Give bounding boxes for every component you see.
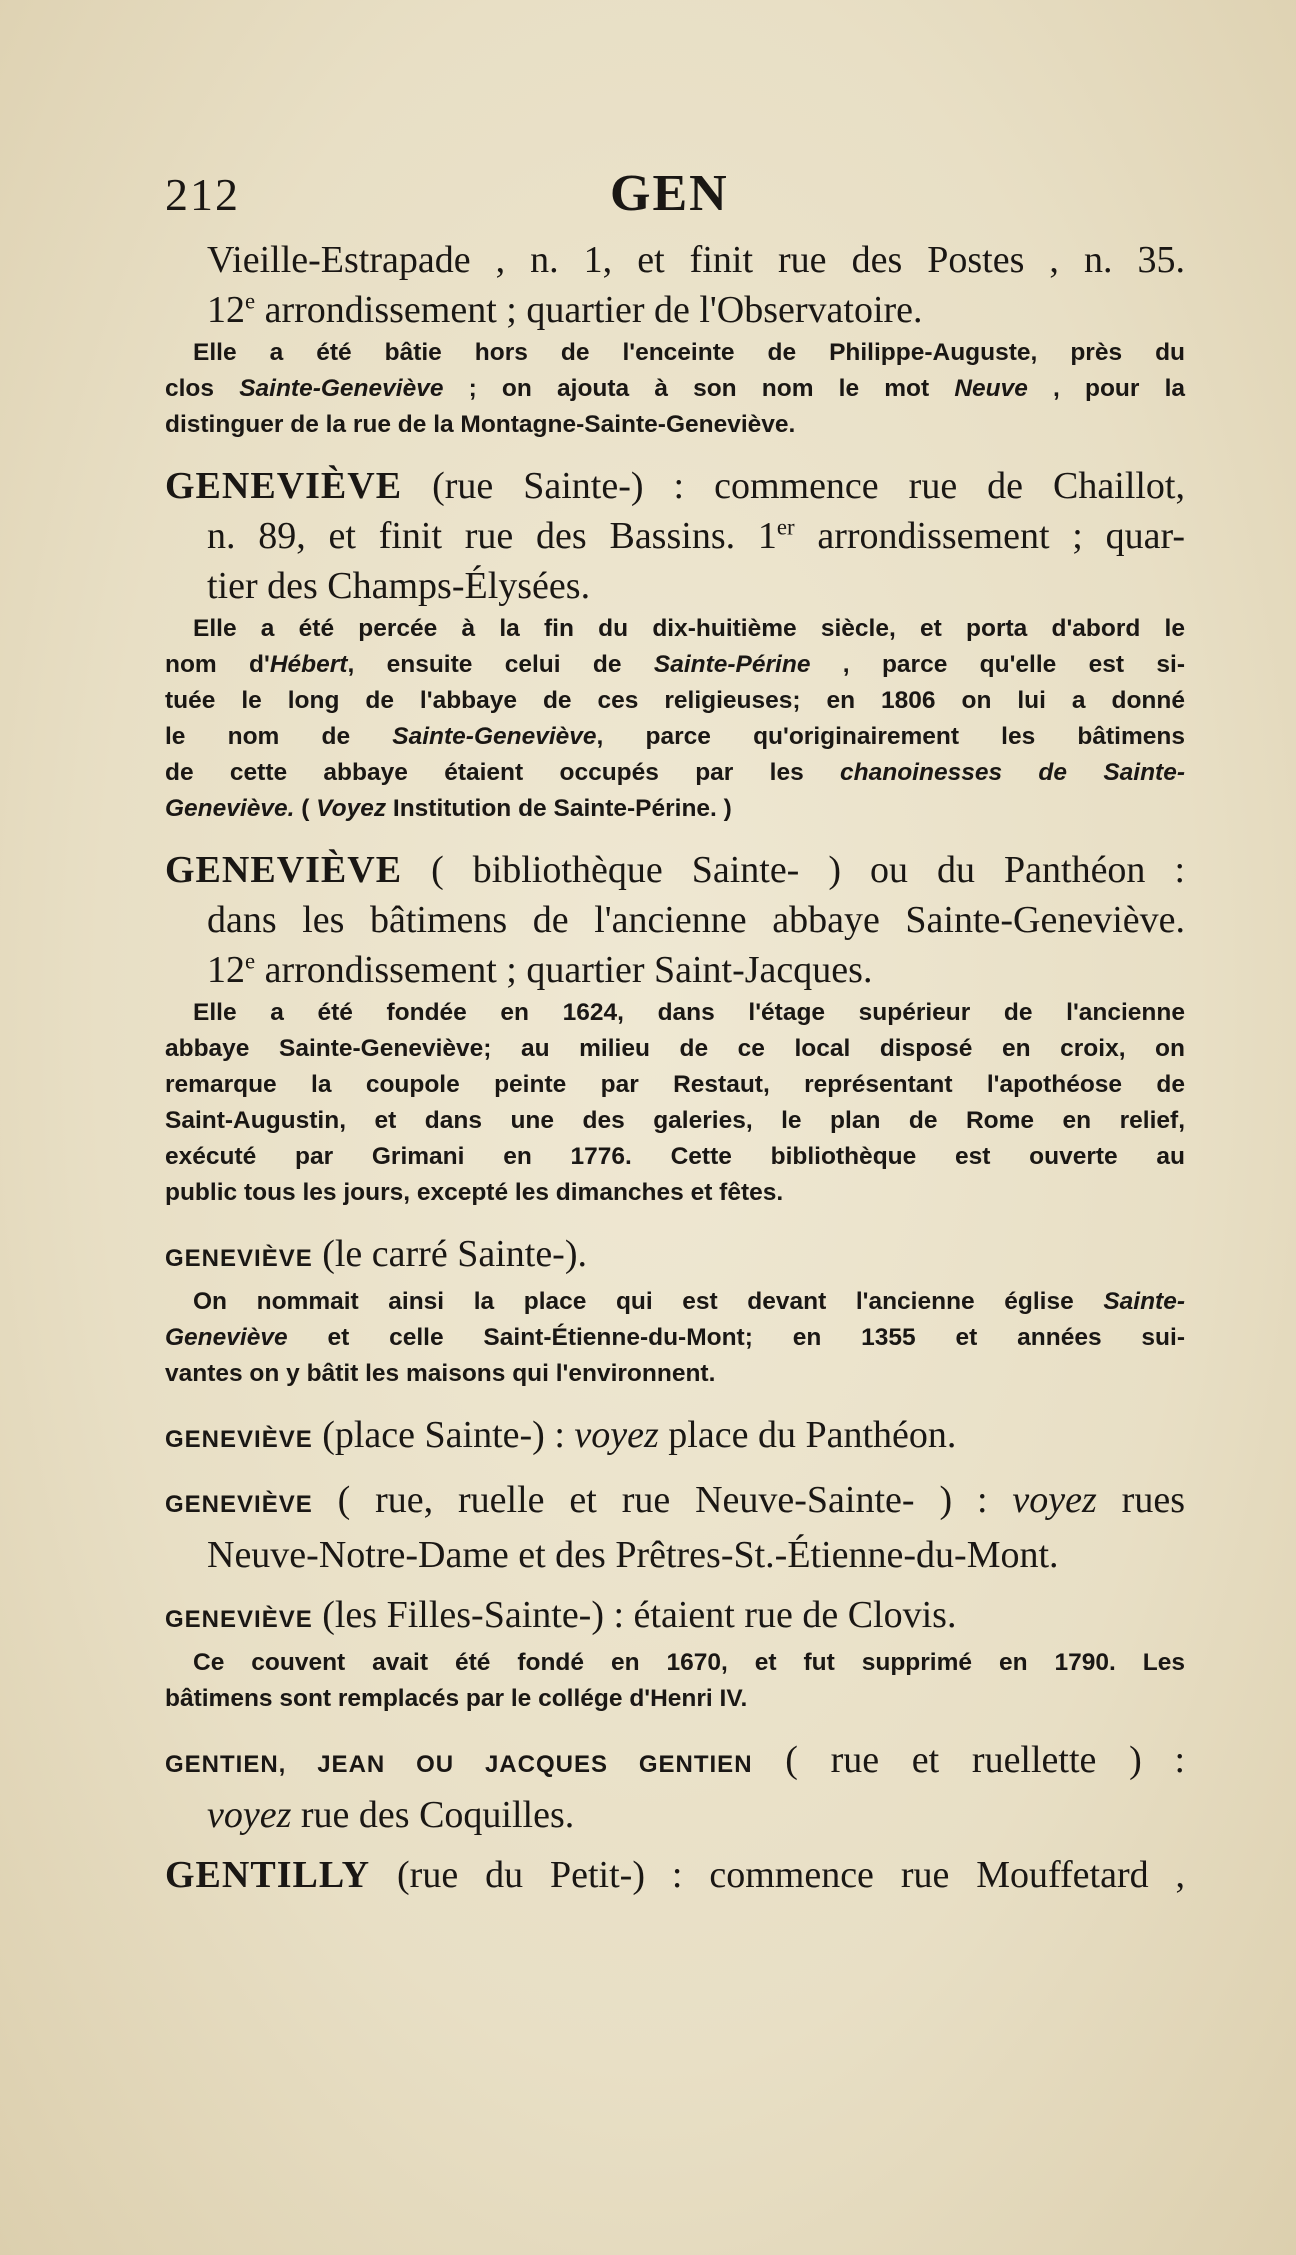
entry-line: GENEVIÈVE (les Filles-Sainte-) : étaient rue de Clovis. bbox=[165, 1594, 957, 1636]
entry-rue-ruelle-genevieve bbox=[165, 1475, 1185, 1580]
page-number: 212 bbox=[165, 169, 240, 220]
running-head: GEN bbox=[610, 165, 729, 222]
note-line: Elle a été bâtie hors de l'enceinte de Philippe-Auguste, près du bbox=[193, 339, 1185, 366]
note-line: On nommait ainsi la place qui est devant l'ancienne église Sainte- bbox=[193, 1288, 1185, 1315]
entry-line: dans les bâtimens de l'ancienne abbaye Sainte-Geneviève. bbox=[207, 899, 1185, 941]
note-line: Geneviève et celle Saint-Étienne-du-Mont; en 1355 et années sui- bbox=[165, 1324, 1185, 1351]
entry-carre-sainte-genevieve bbox=[165, 1229, 1185, 1392]
page-body bbox=[165, 235, 1185, 1900]
entry-continued bbox=[165, 235, 1185, 443]
note-line: Elle a été percée à la fin du dix-huitième siècle, et porta d'abord le bbox=[193, 615, 1185, 642]
entry-line: GENEVIÈVE (le carré Sainte-). bbox=[165, 1233, 587, 1275]
note-line: de cette abbaye étaient occupés par les chanoinesses de Sainte- bbox=[165, 759, 1185, 786]
note-line: tuée le long de l'abbaye de ces religieuses; en 1806 on lui a donné bbox=[165, 687, 1185, 714]
entry-line: voyez rue des Coquilles. bbox=[207, 1794, 575, 1836]
headword: GENTILLY bbox=[165, 1854, 371, 1896]
entry-line: GENTILLY (rue du Petit-) : commence rue Mouffetard , bbox=[165, 1854, 1185, 1896]
note-line: remarque la coupole peinte par Restaut, représentant l'apothéose de bbox=[165, 1071, 1185, 1098]
headword: GENEVIÈVE bbox=[165, 1606, 313, 1633]
entry-filles-sainte-genevieve bbox=[165, 1590, 1185, 1717]
note-line: vantes on y bâtit les maisons qui l'environnent. bbox=[165, 1360, 716, 1387]
entry-line: GENEVIÈVE ( rue, ruelle et rue Neuve-Sainte- ) : voyez rues bbox=[165, 1479, 1185, 1521]
entry-line: GENEVIÈVE ( bibliothèque Sainte- ) ou du Panthéon : bbox=[165, 849, 1185, 891]
entry-bibliotheque-sainte-genevieve bbox=[165, 845, 1185, 1211]
headword: GENTIEN, JEAN OU JACQUES GENTIEN bbox=[165, 1751, 753, 1778]
entry-gentilly bbox=[165, 1850, 1185, 1900]
entry-line: GENEVIÈVE (rue Sainte-) : commence rue de Chaillot, bbox=[165, 465, 1185, 507]
note-line: nom d'Hébert, ensuite celui de Sainte-Périne , parce qu'elle est si- bbox=[165, 651, 1185, 678]
note-line: bâtimens sont remplacés par le collége d'Henri IV. bbox=[165, 1685, 748, 1712]
note-line: Elle a été fondée en 1624, dans l'étage supérieur de l'ancienne bbox=[193, 999, 1185, 1026]
entry-line: n. 89, et finit rue des Bassins. 1er arrondissement ; quar- bbox=[207, 514, 1185, 557]
entry-line: Vieille-Estrapade , n. 1, et finit rue des Postes , n. 35. bbox=[207, 239, 1185, 281]
entry-rue-sainte-genevieve bbox=[165, 461, 1185, 827]
entry-line: GENEVIÈVE (place Sainte-) : voyez place du Panthéon. bbox=[165, 1414, 957, 1456]
entry-gentien bbox=[165, 1735, 1185, 1840]
entry-place-sainte-genevieve bbox=[165, 1410, 1185, 1465]
headword: GENEVIÈVE bbox=[165, 465, 403, 507]
entry-line: 12e arrondissement ; quartier Saint-Jacques. bbox=[207, 948, 873, 991]
note-line: Ce couvent avait été fondé en 1670, et fut supprimé en 1790. Les bbox=[193, 1649, 1185, 1676]
entry-line: GENTIEN, JEAN OU JACQUES GENTIEN ( rue et ruellette ) : bbox=[165, 1739, 1185, 1781]
headword: GENEVIÈVE bbox=[165, 1426, 313, 1453]
note-line: Saint-Augustin, et dans une des galeries, le plan de Rome en relief, bbox=[165, 1107, 1185, 1134]
headword: GENEVIÈVE bbox=[165, 849, 403, 891]
entry-line: Neuve-Notre-Dame et des Prêtres-St.-Étienne-du-Mont. bbox=[207, 1534, 1059, 1576]
headword: GENEVIÈVE bbox=[165, 1245, 313, 1272]
headword: GENEVIÈVE bbox=[165, 1491, 313, 1518]
note-line: exécuté par Grimani en 1776. Cette bibliothèque est ouverte au bbox=[165, 1143, 1185, 1170]
note-line: distinguer de la rue de la Montagne-Sainte-Geneviève. bbox=[165, 411, 796, 438]
page-header bbox=[165, 165, 1185, 228]
note-line: clos Sainte-Geneviève ; on ajouta à son nom le mot Neuve , pour la bbox=[165, 375, 1186, 402]
note-line: abbaye Sainte-Geneviève; au milieu de ce local disposé en croix, on bbox=[165, 1035, 1185, 1062]
note-line: public tous les jours, excepté les dimanches et fêtes. bbox=[165, 1179, 784, 1206]
entry-line: 12e arrondissement ; quartier de l'Observatoire. bbox=[207, 288, 923, 331]
note-line: le nom de Sainte-Geneviève, parce qu'originairement les bâtimens bbox=[165, 723, 1185, 750]
entry-line: tier des Champs-Élysées. bbox=[207, 565, 591, 607]
note-line: Geneviève. ( Voyez Institution de Sainte-Périne. ) bbox=[165, 795, 732, 822]
